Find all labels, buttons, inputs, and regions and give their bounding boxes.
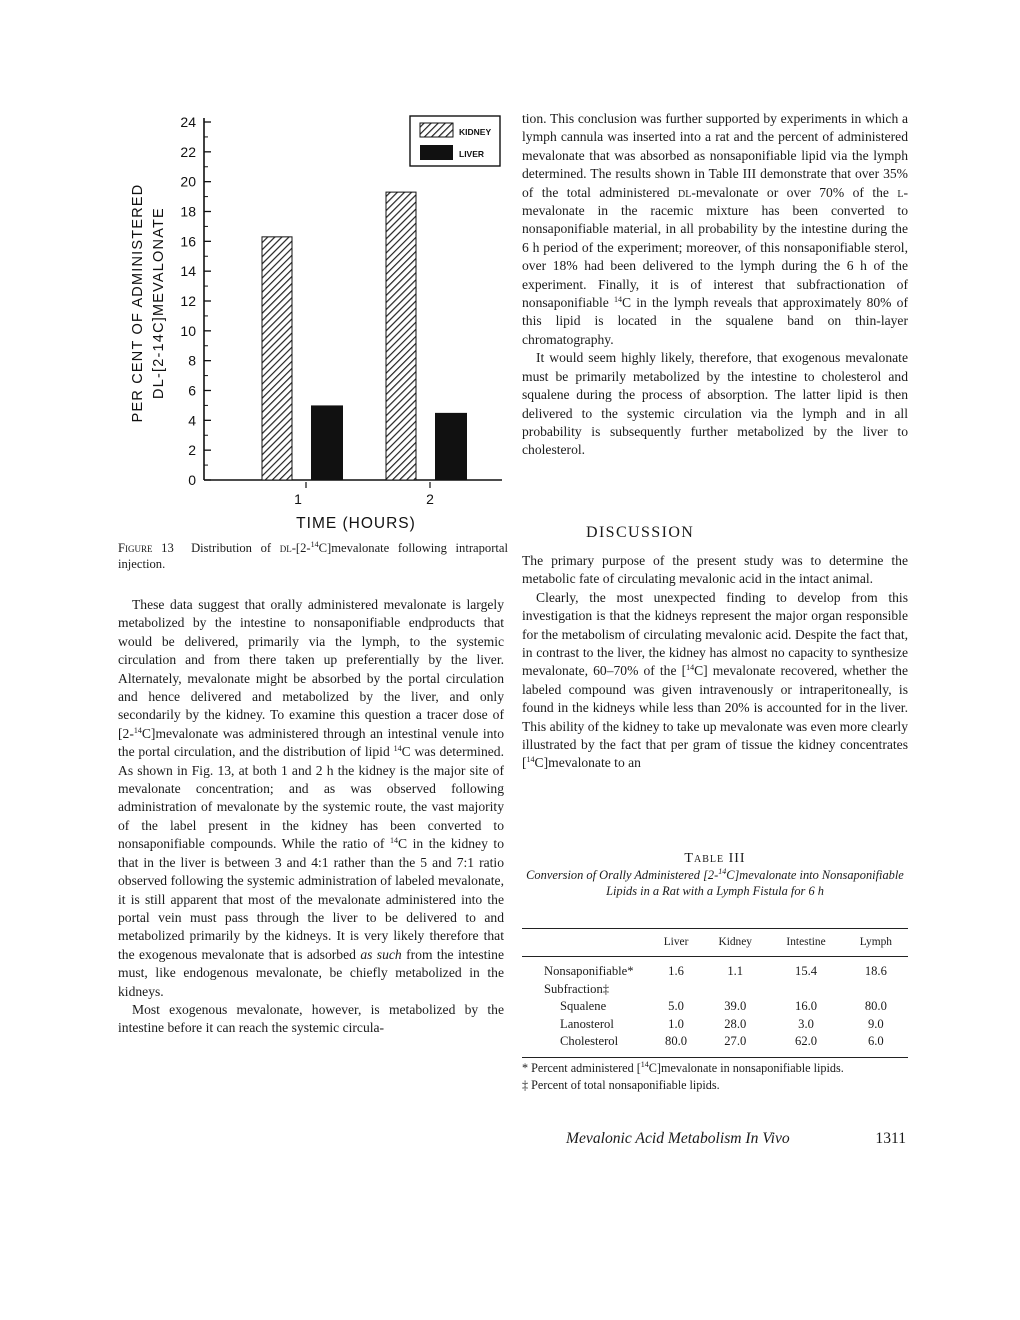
table-row <box>522 1033 908 1057</box>
bar-kidney-1 <box>262 237 292 480</box>
section-heading-discussion: DISCUSSION <box>586 524 695 541</box>
table-row <box>522 998 908 1016</box>
table-cell: 80.0 <box>650 1033 702 1057</box>
table-cell: 5.0 <box>668 999 684 1013</box>
table-cell: 15.4 <box>795 964 818 978</box>
y-tick-label: 12 <box>180 293 196 309</box>
table-row <box>522 1016 908 1034</box>
y-tick-label: 2 <box>188 442 196 459</box>
table-cell: 1.6 <box>668 964 684 978</box>
table-cell: 27.0 <box>702 1033 768 1057</box>
col-header-kidney: Kidney <box>702 929 768 957</box>
table-cell: 18.6 <box>864 964 887 978</box>
right-paragraph-2: It would seem highly likely, therefore, that exogenous mevalonate must be primarily metabolized by the intestine to cholesterol and squalene during the process of absorption. The latter lipid is then delivered to the systemic circulation via the lymph and in all probability is subsequently further metabolized by the liver to cholesterol. <box>522 350 908 458</box>
x-axis-label: TIME (HOURS) <box>296 515 416 532</box>
col-header-liver: Liver <box>650 929 702 957</box>
figure-13 <box>118 96 508 536</box>
x-tick-label: 1 <box>294 491 302 507</box>
table-cell: 6.0 <box>844 1033 908 1057</box>
table-cell: 28.0 <box>724 1016 747 1031</box>
right-column-top <box>522 110 908 460</box>
page-number: 1311 <box>875 1130 906 1147</box>
table-cell: 3.0 <box>798 1016 814 1031</box>
table-cell: 62.0 <box>768 1033 843 1057</box>
table-cell: 80.0 <box>864 999 887 1013</box>
table-cell: 1.1 <box>727 964 744 978</box>
col-header-intestine: Intestine <box>768 929 843 957</box>
y-tick-label: 22 <box>180 143 196 160</box>
table-cell: 39.0 <box>724 999 747 1013</box>
bar-liver-2 <box>435 413 467 480</box>
y-axis-label-line-2: DL-[2-14C]MEVALONATE <box>151 207 167 399</box>
table-caption: Conversion of Orally Administered [2-$^{14}$C]mevalonate into Nonsaponifiable Lipids in a Rat with a Lymph Fistula for 6 h <box>526 867 904 898</box>
bar-kidney-2 <box>386 192 416 480</box>
y-tick-label: 0 <box>188 472 196 488</box>
y-tick-label: 4 <box>188 412 196 429</box>
caption-text: Distribution of dl-[2-$^{14}$C]mevalonate following intraportal injection. <box>118 540 508 571</box>
right-paragraph-1: tion. This conclusion was further supported by experiments in which a lymph cannula was inserted into a rat and the percent of administered mevalonate that was absorbed as nonsaponifiable lipid via the lymph determined. The results shown in Table III demonstrate that over 35% of the total administered dl-mevalonate or over 70% of the l-mevalonate in the racemic mixture has been converted to nonsaponifiable material, in all probability by the intestine during the 6 h period of the experiment; moreover, of this nonsaponifiable sterol, over 18% had been delivered to the lymph during the 6 h of the experiment. Finally, it is of interest that subfractionation of nonsaponifiable $^{14}$C in the lymph reveals that approximately 80% of this lipid is located in the squalene band on thin-layer chromatography. <box>522 111 908 347</box>
table-label: Table III <box>684 851 746 866</box>
legend-swatch-liver <box>420 145 453 160</box>
running-title: Mevalonic Acid Metabolism In Vivo <box>566 1130 790 1147</box>
left-column <box>118 596 504 1038</box>
y-tick-label: 10 <box>180 322 196 339</box>
discussion-paragraph-1: The primary purpose of the present study was to determine the metabolic fate of circulating mevalonic acid in the intact animal. <box>522 553 908 587</box>
left-paragraph-2: Most exogenous mevalonate, however, is metabolized by the intestine before it can reach the systemic circula- <box>118 1001 504 1036</box>
table-title <box>522 850 908 899</box>
row-label: Nonsaponifiable* <box>544 964 634 978</box>
table-footnote-1: * Percent administered [$^{14}$C]mevalonate in nonsaponifiable lipids. <box>522 1060 844 1075</box>
table-row <box>522 981 908 999</box>
y-axis-label-line-1: PER CENT OF ADMINISTERED <box>130 183 146 423</box>
legend-label-kidney: KIDNEY <box>459 127 492 137</box>
table-footnotes <box>522 1060 908 1093</box>
table-cell: 9.0 <box>867 1016 884 1031</box>
col-header-lymph: Lymph <box>844 929 908 957</box>
y-tick-label: 6 <box>188 382 196 399</box>
discussion-paragraph-2: Clearly, the most unexpected finding to develop from this investigation is that the kidneys represent the major organ responsible for the metabolism of circulating mevalonic acid. Despite the fact that, in contrast to the liver, the kidney has almost no capacity to synthesize mevalonate, 60–70% of the [$^{14}$C] mevalonate recovered, whether the labeled compound was given intravenously or intraperitoneally, is found in the kidneys while less than 20% is accounted for in the liver. This ability of the kidney to take up mevalonate was even more clearly illustrated by the fact that per gram of tissue the kidney concentrates [$^{14}$C]mevalonate to an <box>522 589 908 771</box>
row-label: Subfraction‡ <box>544 981 610 996</box>
y-tick-label: 8 <box>188 352 196 369</box>
x-tick-label: 2 <box>426 491 434 507</box>
table-cell: 1.0 <box>668 1016 684 1031</box>
y-tick-label: 14 <box>180 263 196 280</box>
table-iii <box>522 928 908 1058</box>
y-tick-label: 20 <box>180 173 196 190</box>
legend-swatch-kidney <box>420 123 453 137</box>
y-tick-label: 16 <box>180 233 196 250</box>
figure-caption <box>118 541 508 572</box>
bar-chart <box>118 96 508 536</box>
row-label: Lanosterol <box>560 1016 614 1031</box>
table-footnote-2: ‡ Percent of total nonsaponifiable lipids. <box>522 1077 720 1092</box>
row-label: Cholesterol <box>522 1033 650 1057</box>
bar-liver-1 <box>311 405 343 480</box>
table-cell: 16.0 <box>795 999 818 1013</box>
y-tick-label: 18 <box>180 203 196 220</box>
left-paragraph-1: These data suggest that orally administered mevalonate is largely metabolized by the intestine to nonsaponifiable endproducts that would be delivered, primarily via the lymph, to the systemic circulation and from there taken up preferentially by the liver. Alternately, mevalonate might be absorbed by the portal circulation and hence delivered and metabolized by the liver, and only secondarily by the kidney. To examine this question a tracer dose of [2-$^{14}$C]mevalonate was administered through an intestinal venule into the portal circulation, and the distribution of lipid $^{14}$C was determined. As shown in Fig. 13, at both 1 and 2 h the kidney is the major site of mevalonate concentration; and as was observed following administration of mevalonate by the systemic route, the vast majority of the label present in the kidney has been converted to nonsaponifiable compounds. While the ratio of $^{14}$C in the kidney to that in the liver is between 3 and 4:1 rather than the 5 and 7:1 ratio observed following the systemic administration of labeled mevalonate, it is still apparent that most of the mevalonate administered into the portal vein must pass through the liver to be delivered to and metabolized primarily by the kidneys. It is very likely therefore that the exogenous mevalonate that is adsorbed as such from the intestine must, like endogenous mevalonate, be chiefly metabolized in the kidneys. <box>118 597 505 999</box>
y-tick-label: 24 <box>180 114 196 130</box>
table-row <box>522 957 908 981</box>
legend-label-liver: LIVER <box>459 149 485 159</box>
right-column-discussion <box>522 552 908 773</box>
figure-label: Figure 13 <box>118 541 174 555</box>
row-label: Squalene <box>560 999 607 1013</box>
